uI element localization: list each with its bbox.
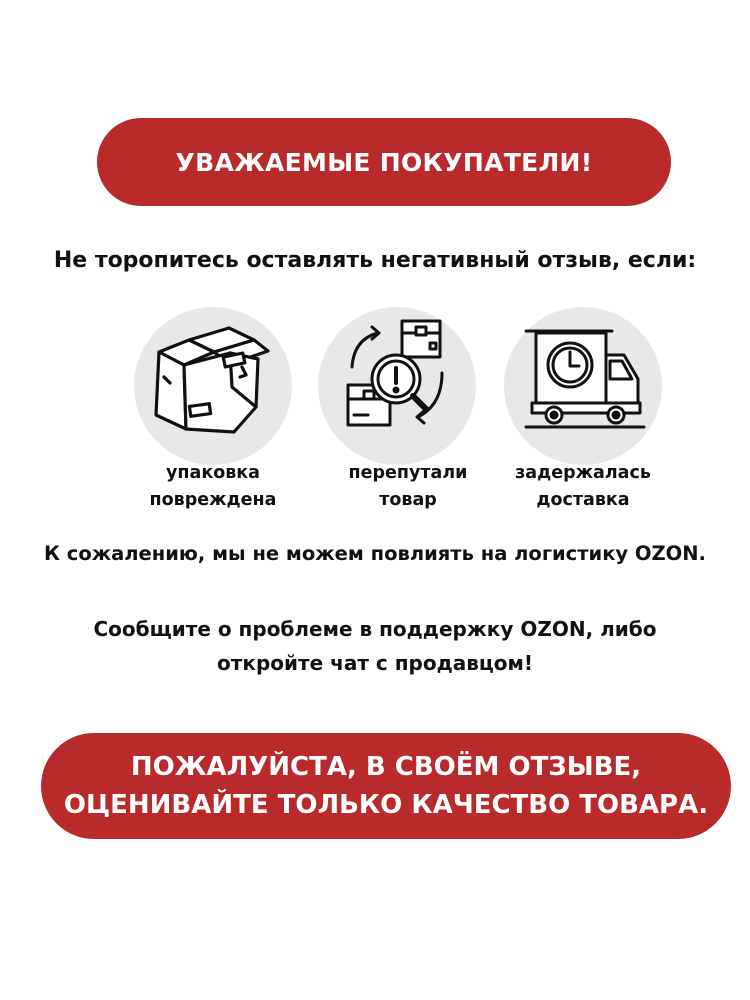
header-banner [97,118,671,206]
advice-text [0,612,750,680]
footer-line-1: ПОЖАЛУЙСТА, В СВОЁМ ОТЗЫВЕ, [130,752,642,782]
reason-caption-delayed-delivery: задержалась доставка [515,463,651,510]
reason-caption-wrong-product: перепутали товар [348,463,468,510]
delivery-truck-clock-icon [504,307,662,465]
mixed-up-product-icon [318,307,476,465]
advice-line-2: откройте чат с продавцом! [217,651,533,675]
advice-line-1: Сообщите о проблеме в поддержку OZON, либо [93,617,657,641]
intro-text: Не торопитесь оставлять негативный отзыв, если: [53,248,697,273]
reason-caption-damaged-box: упаковка повреждена [149,463,277,510]
damaged-box-icon [134,307,292,465]
footer-line-2: ОЦЕНИВАЙТЕ ТОЛЬКО КАЧЕСТВО ТОВАРА. [63,790,709,820]
header-title: УВАЖАЕМЫЕ ПОКУПАТЕЛИ! [175,147,593,177]
logistics-note: К сожалению, мы не можем повлиять на логистику OZON. [44,542,706,565]
footer-banner [41,733,731,839]
